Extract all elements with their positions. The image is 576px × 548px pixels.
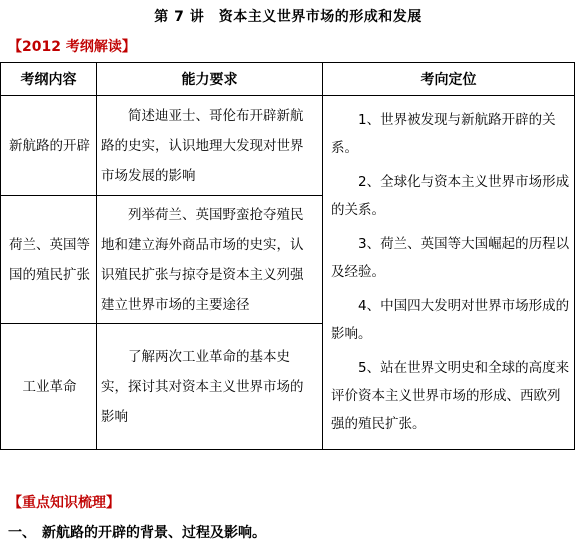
focus-item: 3、荷兰、英国等大国崛起的历程以及经验。 xyxy=(331,236,570,280)
section-item-one xyxy=(8,522,266,542)
document-title: 第 7 讲 资本主义世界市场的形成和发展 xyxy=(154,9,422,25)
ability-cell-colonial-expansion: 列举荷兰、英国野蛮抢夺殖民地和建立海外商品市场的史实，认识殖民扩张与掠夺是资本主义列强建立世界市场的主要途径 xyxy=(97,196,323,324)
focus-item: 2、全球化与资本主义世界市场形成的关系。 xyxy=(331,174,570,218)
content-cell-new-routes: 新航路的开辟 xyxy=(1,96,97,196)
section-heading-exam-outline: 【2012 考纲解读】 xyxy=(8,39,136,55)
content-cell-industrial-revolution: 工业革命 xyxy=(1,324,97,450)
focus-cell xyxy=(323,96,575,450)
table-row xyxy=(1,96,575,196)
header-content: 考纲内容 xyxy=(1,63,97,96)
focus-item: 4、中国四大发明对世界市场形成的影响。 xyxy=(331,298,570,342)
section-item-text: 新航路的开辟的背景、过程及影响。 xyxy=(42,525,266,541)
focus-item: 5、站在世界文明史和全球的高度来评价资本主义世界市场的形成、西欧列强的殖民扩张。 xyxy=(331,360,570,432)
ability-cell-industrial-revolution: 了解两次工业革命的基本史实，探讨其对资本主义世界市场的影响 xyxy=(97,324,323,450)
focus-item: 1、世界被发现与新航路开辟的关系。 xyxy=(331,112,556,156)
section-item-number: 一、 xyxy=(8,525,36,541)
content-cell-colonial-expansion: 荷兰、英国等国的殖民扩张 xyxy=(1,196,97,324)
header-ability: 能力要求 xyxy=(97,63,323,96)
section-heading-key-knowledge: 【重点知识梳理】 xyxy=(8,495,120,511)
table-header-row xyxy=(1,63,575,96)
header-focus: 考向定位 xyxy=(323,63,575,96)
ability-cell-new-routes: 简述迪亚士、哥伦布开辟新航路的史实，认识地理大发现对世界市场发展的影响 xyxy=(97,96,323,196)
exam-outline-table xyxy=(0,62,575,450)
